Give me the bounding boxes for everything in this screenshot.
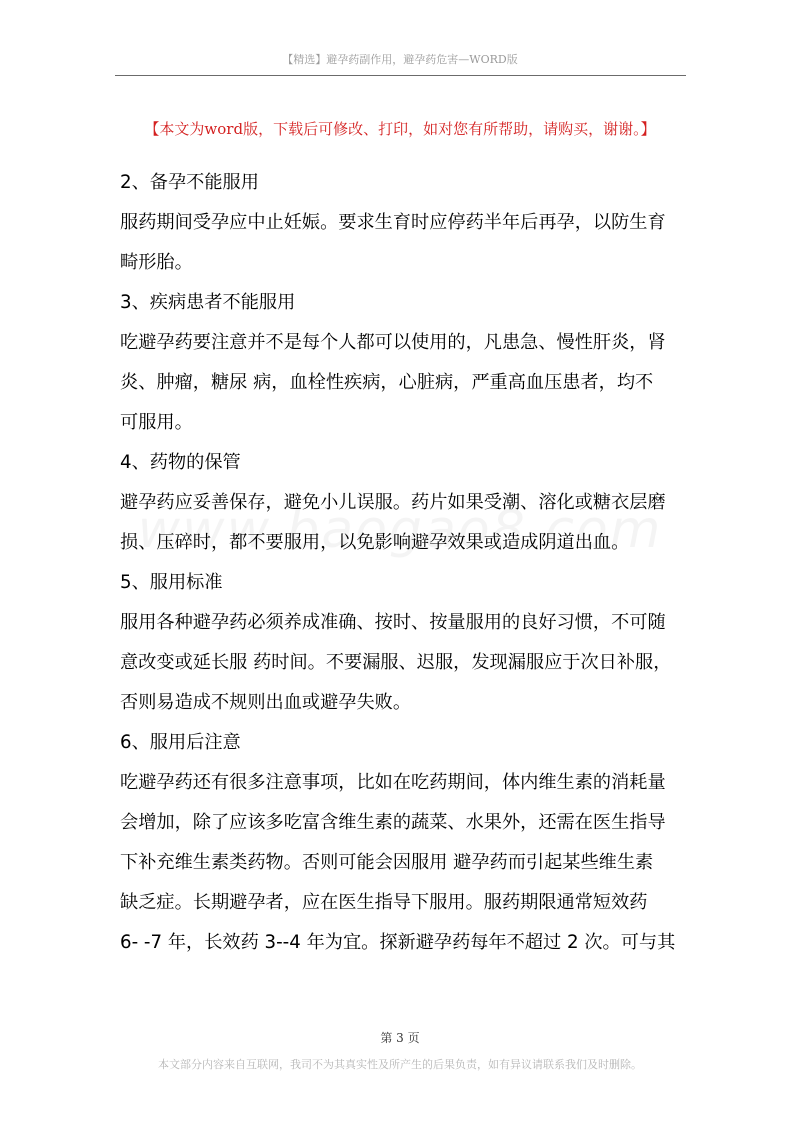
section-heading-2: 2、备孕不能服用 (120, 172, 259, 193)
paragraph-line: 损、压碎时，都不要服用，以免影响避孕效果或造成阴道出血。 (120, 532, 630, 553)
document-body (120, 163, 685, 963)
paragraph-line: 意改变或延长服 药时间。不要漏服、迟服，发现漏服应于次日补服， (120, 652, 672, 673)
section-heading-4: 4、药物的保管 (120, 452, 241, 473)
section-heading-5: 5、服用标准 (120, 572, 223, 593)
paragraph-line: 会增加，除了应该多吃富含维生素的蔬菜、水果外，还需在医生指导 (120, 812, 666, 833)
page-number: 第 3 页 (380, 1031, 420, 1045)
paragraph-line: 可服用。 (120, 412, 193, 433)
header-divider (115, 75, 686, 76)
paragraph-line: 吃避孕药要注意并不是每个人都可以使用的，凡患急、慢性肝炎，肾 (120, 332, 666, 353)
section-heading-6: 6、服用后注意 (120, 732, 241, 753)
paragraph-line: 服用各种避孕药必须养成准确、按时、按量服用的良好习惯，不可随 (120, 612, 666, 633)
footer-disclaimer: 本文部分内容来自互联网，我司不为其真实性及所产生的后果负责，如有异议请联系我们及时删除。 (158, 1058, 642, 1071)
paragraph-line: 炎、肿瘤，糖尿 病，血栓性疾病，心脏病，严重高血压患者，均不 (120, 372, 654, 393)
paragraph-line: 6- -7 年，长效药 3--4 年为宜。探新避孕药每年不超过 2 次。可与其 (120, 932, 676, 953)
paragraph-line: 吃避孕药还有很多注意事项，比如在吃药期间，体内维生素的消耗量 (120, 772, 666, 793)
paragraph-line: 畸形胎。 (120, 252, 193, 273)
download-notice: 【本文为word版，下载后可修改、打印，如对您有所帮助，请购买，谢谢。】 (144, 120, 656, 138)
paragraph-line: 否则易造成不规则出血或避孕失败。 (120, 692, 412, 713)
paragraph-line: 缺乏症。长期避孕者，应在医生指导下服用。服药期限通常短效药 (120, 892, 648, 913)
section-heading-3: 3、疾病患者不能服用 (120, 292, 296, 313)
page-header-title: 【精选】避孕药副作用，避孕药危害—WORD版 (282, 53, 518, 66)
paragraph-line: 避孕药应妥善保存，避免小儿误服。药片如果受潮、溶化或糖衣层磨 (120, 492, 666, 513)
paragraph-line: 下补充维生素类药物。否则可能会因服用 避孕药而引起某些维生素 (120, 852, 654, 873)
paragraph-line: 服药期间受孕应中止妊娠。要求生育时应停药半年后再孕，以防生育 (120, 212, 666, 233)
